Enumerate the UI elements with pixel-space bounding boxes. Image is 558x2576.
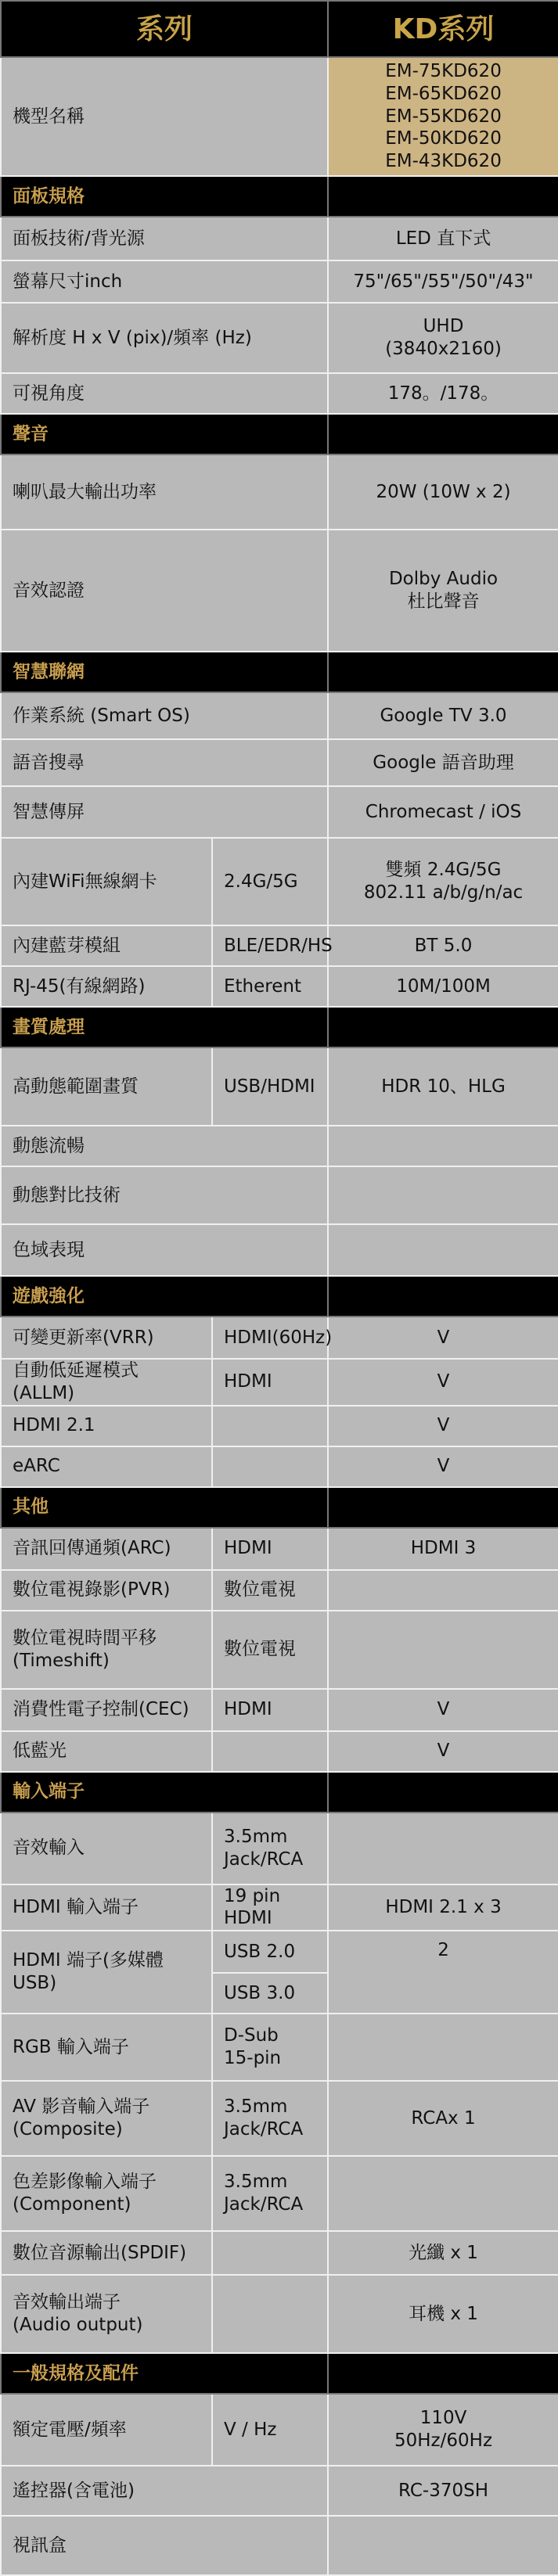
spec-interface: 3.5mm Jack/RCA bbox=[212, 1813, 328, 1884]
spec-label: 面板技術/背光源 bbox=[1, 217, 328, 260]
spec-row bbox=[1, 838, 558, 925]
spec-label: 可變更新率(VRR) bbox=[1, 1317, 212, 1359]
spec-interface bbox=[212, 2231, 328, 2275]
spec-label: 數位電視錄影(PVR) bbox=[1, 1570, 212, 1611]
spec-row bbox=[1, 2394, 558, 2466]
spec-label: RJ-45(有線網路) bbox=[1, 966, 212, 1007]
spec-value: Dolby Audio 杜比聲音 bbox=[328, 530, 558, 652]
spec-interface: V / Hz bbox=[212, 2394, 328, 2466]
spec-label: 內建WiFi無線網卡 bbox=[1, 838, 212, 925]
spec-label: 可視角度 bbox=[1, 373, 328, 414]
section-blank-cell bbox=[328, 414, 558, 454]
spec-label: 語音搜尋 bbox=[1, 739, 328, 786]
spec-value bbox=[328, 2516, 558, 2575]
spec-label: HDMI 輸入端子 bbox=[1, 1884, 212, 1931]
spec-interface: USB 3.0 bbox=[212, 1973, 328, 2014]
spec-label: RGB 輸入端子 bbox=[1, 2014, 212, 2081]
spec-interface: 19 pin HDMI bbox=[212, 1884, 328, 1931]
spec-row bbox=[1, 1731, 558, 1772]
spec-row bbox=[1, 1528, 558, 1570]
spec-row bbox=[1, 1317, 558, 1359]
spec-value: Google TV 3.0 bbox=[328, 692, 558, 739]
spec-row bbox=[1, 2156, 558, 2231]
spec-label: 智慧傳屏 bbox=[1, 786, 328, 838]
spec-value: EM-75KD620 EM-65KD620 EM-55KD620 EM-50KD620 EM-43KD620 bbox=[328, 57, 558, 176]
spec-label: 自動低延遲模式(ALLM) bbox=[1, 1359, 212, 1406]
header-series-label: 系列 bbox=[1, 1, 328, 57]
spec-interface: 數位電視 bbox=[212, 1611, 328, 1689]
spec-row bbox=[1, 692, 558, 739]
header-series-value: KD系列 bbox=[328, 1, 558, 57]
spec-interface: USB 2.0 bbox=[212, 1931, 328, 1973]
spec-row bbox=[1, 1224, 558, 1276]
spec-row bbox=[1, 1166, 558, 1224]
spec-value: 耳機 x 1 bbox=[328, 2275, 558, 2353]
spec-value: 雙頻 2.4G/5G 802.11 a/b/g/n/ac bbox=[328, 838, 558, 925]
section-title: 面板規格 bbox=[1, 176, 328, 217]
spec-row bbox=[1, 2081, 558, 2156]
section-blank-cell bbox=[328, 2353, 558, 2394]
section-header-row bbox=[1, 176, 558, 217]
spec-label: 色域表現 bbox=[1, 1224, 328, 1276]
spec-label: 低藍光 bbox=[1, 1731, 212, 1772]
spec-value: 110V 50Hz/60Hz bbox=[328, 2394, 558, 2466]
section-title: 輸入端子 bbox=[1, 1772, 328, 1813]
spec-interface: 數位電視 bbox=[212, 1570, 328, 1611]
section-blank-cell bbox=[328, 176, 558, 217]
spec-interface: BLE/EDR/HS bbox=[212, 925, 328, 966]
spec-value: HDMI 2.1 x 3 bbox=[328, 1884, 558, 1931]
spec-row bbox=[1, 57, 558, 176]
spec-value: 75"/65"/55"/50"/43" bbox=[328, 260, 558, 303]
section-blank-cell bbox=[328, 1276, 558, 1317]
spec-value: 2 bbox=[328, 1931, 558, 2014]
spec-value: V bbox=[328, 1446, 558, 1487]
spec-label: 解析度 H x V (pix)/頻率 (Hz) bbox=[1, 303, 328, 373]
spec-row bbox=[1, 1884, 558, 1931]
spec-label: 機型名稱 bbox=[1, 57, 328, 176]
spec-value: LED 直下式 bbox=[328, 217, 558, 260]
spec-label: 遙控器(含電池) bbox=[1, 2466, 328, 2516]
spec-value: V bbox=[328, 1317, 558, 1359]
spec-label: 音效輸出端子 (Audio output) bbox=[1, 2275, 212, 2353]
spec-label: 內建藍芽模組 bbox=[1, 925, 212, 966]
spec-label: 消費性電子控制(CEC) bbox=[1, 1689, 212, 1731]
spec-row bbox=[1, 1689, 558, 1731]
section-title: 畫質處理 bbox=[1, 1007, 328, 1047]
spec-label: 色差影像輸入端子 (Component) bbox=[1, 2156, 212, 2231]
spec-row bbox=[1, 1931, 558, 1973]
spec-interface: 3.5mm Jack/RCA bbox=[212, 2156, 328, 2231]
spec-interface: USB/HDMI bbox=[212, 1047, 328, 1126]
spec-row bbox=[1, 925, 558, 966]
spec-label: 動態對比技術 bbox=[1, 1166, 328, 1224]
spec-label: HDMI 端子(多媒體USB) bbox=[1, 1931, 212, 2014]
section-header-row bbox=[1, 1772, 558, 1813]
spec-label: 數位音源輸出(SPDIF) bbox=[1, 2231, 212, 2275]
section-blank-cell bbox=[328, 1007, 558, 1047]
spec-row bbox=[1, 2516, 558, 2575]
spec-value: HDR 10、HLG bbox=[328, 1047, 558, 1126]
spec-interface: 3.5mm Jack/RCA bbox=[212, 2081, 328, 2156]
spec-value bbox=[328, 1126, 558, 1166]
spec-value: 光纖 x 1 bbox=[328, 2231, 558, 2275]
spec-value: RC-370SH bbox=[328, 2466, 558, 2516]
spec-interface bbox=[212, 1731, 328, 1772]
spec-value: V bbox=[328, 1359, 558, 1406]
spec-value bbox=[328, 1570, 558, 1611]
spec-row bbox=[1, 454, 558, 530]
spec-row bbox=[1, 373, 558, 414]
section-blank-cell bbox=[328, 1487, 558, 1528]
section-title: 其他 bbox=[1, 1487, 328, 1528]
section-title: 一般規格及配件 bbox=[1, 2353, 328, 2394]
spec-row bbox=[1, 1126, 558, 1166]
spec-value bbox=[328, 1611, 558, 1689]
spec-row bbox=[1, 1359, 558, 1406]
spec-row bbox=[1, 2014, 558, 2081]
section-blank-cell bbox=[328, 652, 558, 692]
section-title: 智慧聯網 bbox=[1, 652, 328, 692]
spec-row bbox=[1, 530, 558, 652]
spec-label: 動態流暢 bbox=[1, 1126, 328, 1166]
spec-label: 喇叭最大輸出功率 bbox=[1, 454, 328, 530]
spec-value: 178。/178。 bbox=[328, 373, 558, 414]
spec-interface: D-Sub 15-pin bbox=[212, 2014, 328, 2081]
spec-label: 音效輸入 bbox=[1, 1813, 212, 1884]
spec-interface: Etherent bbox=[212, 966, 328, 1007]
spec-value: V bbox=[328, 1689, 558, 1731]
spec-interface: HDMI bbox=[212, 1528, 328, 1570]
spec-row bbox=[1, 303, 558, 373]
spec-row bbox=[1, 1813, 558, 1884]
spec-value bbox=[328, 2014, 558, 2081]
spec-label: 額定電壓/頻率 bbox=[1, 2394, 212, 2466]
spec-row bbox=[1, 2275, 558, 2353]
spec-label: AV 影音輸入端子 (Composite) bbox=[1, 2081, 212, 2156]
spec-interface: HDMI bbox=[212, 1359, 328, 1406]
spec-row bbox=[1, 739, 558, 786]
section-header-row bbox=[1, 652, 558, 692]
spec-label: 音訊回傳通頻(ARC) bbox=[1, 1528, 212, 1570]
spec-value: BT 5.0 bbox=[328, 925, 558, 966]
section-header-row bbox=[1, 2353, 558, 2394]
spec-value: 20W (10W x 2) bbox=[328, 454, 558, 530]
spec-row bbox=[1, 1446, 558, 1487]
spec-table-body bbox=[1, 1, 558, 2575]
spec-value bbox=[328, 1224, 558, 1276]
spec-row bbox=[1, 2231, 558, 2275]
section-header-row bbox=[1, 1487, 558, 1528]
spec-value: Chromecast / iOS bbox=[328, 786, 558, 838]
spec-row bbox=[1, 966, 558, 1007]
spec-row bbox=[1, 1570, 558, 1611]
section-title: 聲音 bbox=[1, 414, 328, 454]
spec-interface: 2.4G/5G bbox=[212, 838, 328, 925]
spec-label: 視訊盒 bbox=[1, 2516, 328, 2575]
spec-label: 高動態範圍畫質 bbox=[1, 1047, 212, 1126]
spec-interface bbox=[212, 1446, 328, 1487]
spec-value: 10M/100M bbox=[328, 966, 558, 1007]
spec-value: UHD (3840x2160) bbox=[328, 303, 558, 373]
spec-value bbox=[328, 2156, 558, 2231]
spec-label: HDMI 2.1 bbox=[1, 1406, 212, 1446]
spec-label: 音效認證 bbox=[1, 530, 328, 652]
spec-row bbox=[1, 1047, 558, 1126]
spec-value bbox=[328, 1166, 558, 1224]
spec-interface: HDMI(60Hz) bbox=[212, 1317, 328, 1359]
spec-row bbox=[1, 2466, 558, 2516]
spec-interface: HDMI bbox=[212, 1689, 328, 1731]
spec-label: 作業系統 (Smart OS) bbox=[1, 692, 328, 739]
section-header-row bbox=[1, 1276, 558, 1317]
spec-interface bbox=[212, 1406, 328, 1446]
section-blank-cell bbox=[328, 1772, 558, 1813]
spec-value: RCAx 1 bbox=[328, 2081, 558, 2156]
spec-label: 數位電視時間平移 (Timeshift) bbox=[1, 1611, 212, 1689]
spec-row bbox=[1, 260, 558, 303]
header-row bbox=[1, 1, 558, 57]
spec-label: 螢幕尺寸inch bbox=[1, 260, 328, 303]
spec-value: HDMI 3 bbox=[328, 1528, 558, 1570]
spec-value: Google 語音助理 bbox=[328, 739, 558, 786]
section-header-row bbox=[1, 1007, 558, 1047]
spec-row bbox=[1, 1611, 558, 1689]
section-title: 遊戲強化 bbox=[1, 1276, 328, 1317]
spec-value bbox=[328, 1813, 558, 1884]
spec-row bbox=[1, 1406, 558, 1446]
spec-row bbox=[1, 786, 558, 838]
spec-value: V bbox=[328, 1731, 558, 1772]
spec-row bbox=[1, 217, 558, 260]
spec-value: V bbox=[328, 1406, 558, 1446]
spec-label: eARC bbox=[1, 1446, 212, 1487]
section-header-row bbox=[1, 414, 558, 454]
spec-interface bbox=[212, 2275, 328, 2353]
